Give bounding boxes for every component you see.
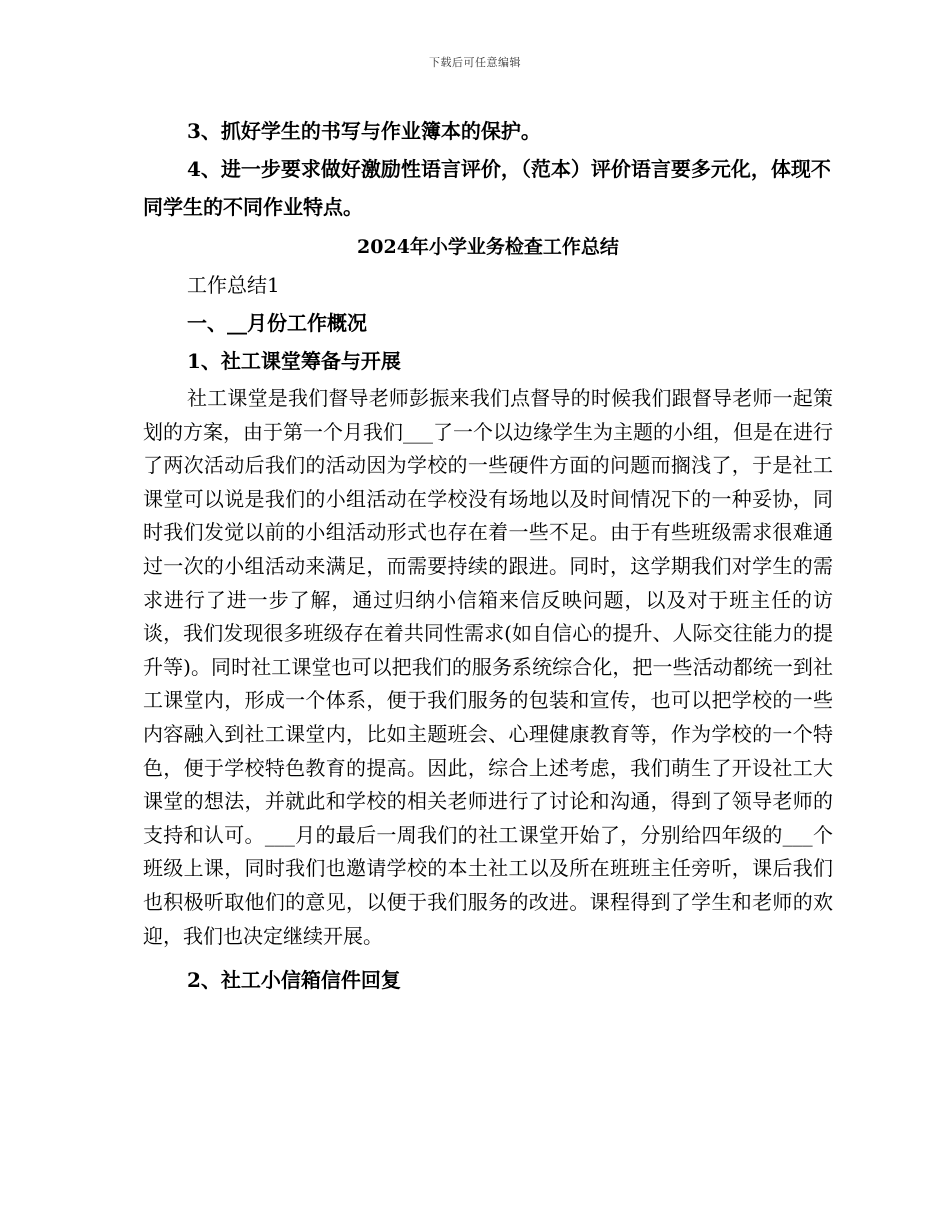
heading-1: 一、__月份工作概况 bbox=[187, 311, 367, 335]
section-label: 工作总结1 bbox=[187, 273, 280, 297]
list-item-3: 3、抓好学生的书写与作业簿本的保护。 bbox=[187, 119, 541, 143]
body-paragraph: 社工课堂是我们督导老师彭振来我们点督导的时候我们跟督导老师一起策划的方案，由于第一个月我们___了一个以边缘学生为主题的小组，但是在进行了两次活动后我们的活动因为学校的一些硬件方面的问题而搁浅了，于是社工课堂可以说是我们的小组活动在学校没有场地以及时间情况下的一种妥协，同时我们发觉以前的小组活动形式也存在着一些不足。由于有些班级需求很难通过一次的小组活动来满足，而需要持续的跟进。同时，这学期我们对学生的需求进行了进一步了解，通过归纳小信箱来信反映问题，以及对于班主任的访谈，我们发现很多班级存在着共同性需求(如自信心的提升、人际交往能力的提升等)。同时社工课堂也可以把我们的服务系统综合化，把一些活动都统一到社工课堂内，形成一个体系，便于我们服务的包装和宣传，也可以把学校的一些内容融入到社工课堂内，比如主题班会、心理健康教育等，作为学校的一个特色，便于学校特色教育的提高。因此，综合上述考虑，我们萌生了开设社工大课堂的想法，并就此和学校的相关老师进行了讨论和沟通，得到了领导老师的支持和认可。___月的最后一周我们的社工课堂开始了，分别给四年级的___个班级上课，同时我们也邀请学校的本土社工以及所在班班主任旁听，课后我们也积极听取他们的意见，以便于我们服务的改进。课程得到了学生和老师的欢迎，我们也决定继续开展。 bbox=[143, 386, 833, 948]
document-body bbox=[143, 112, 833, 999]
document-title: 2024年小学业务检查工作总结 bbox=[357, 236, 619, 258]
heading-1-1: 1、社工课堂筹备与开展 bbox=[187, 349, 401, 373]
list-item-4: 4、进一步要求做好激励性语言评价，（范本）评价语言要多元化，体现不同学生的不同作业特点。 bbox=[143, 157, 831, 219]
heading-1-2: 2、社工小信箱信件回复 bbox=[187, 968, 401, 993]
header-note: 下载后可任意编辑 bbox=[429, 56, 521, 69]
